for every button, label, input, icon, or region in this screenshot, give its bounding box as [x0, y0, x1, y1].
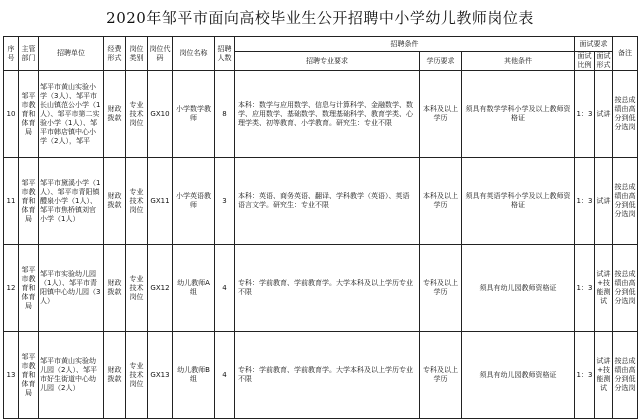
- cell-note: 按总成绩由高分到低分选岗: [613, 245, 638, 332]
- cell-post-code: GX11: [148, 158, 173, 245]
- cell-post-code: GX12: [148, 245, 173, 332]
- cell-funding: 财政拨款: [104, 332, 126, 419]
- header-major: 招聘专业要求: [235, 52, 420, 71]
- header-interview: 面试要求: [575, 37, 613, 52]
- table-row: [4, 71, 638, 158]
- cell-unit: 邹平市黛溪小学（1人）、邹平市青阳镇醴泉小学（1人）、邹平市焦桥镇刘官小学（1人）: [39, 158, 104, 245]
- cell-post-type: 专业技术岗位: [126, 332, 148, 419]
- cell-ratio: 1：3: [575, 158, 595, 245]
- cell-dept: 邹平市教育和体育局: [19, 245, 39, 332]
- cell-other: 须具有数学学科小学及以上教师资格证: [462, 71, 575, 158]
- header-post-name: 岗位名称: [173, 37, 215, 71]
- cell-major: 本科：数学与应用数学、信息与计算科学、金融数学、数学、应用数学、基础数学、数理基础科学、教育学类、心理学类、初等教育、小学教育。研究生：专业不限: [235, 71, 420, 158]
- cell-note: 按总成绩由高分到低分选岗: [613, 158, 638, 245]
- cell-unit: 邹平市实验幼儿园（1人）、邹平市青阳镇中心幼儿园（3人）: [39, 245, 104, 332]
- cell-post-code: GX10: [148, 71, 173, 158]
- header-edu: 学历要求: [420, 52, 462, 71]
- header-funding: 经费形式: [104, 37, 126, 71]
- cell-note: 按总成绩由高分到低分选岗: [613, 71, 638, 158]
- cell-dept: 邹平市教育和体育局: [19, 158, 39, 245]
- cell-post-type: 专业技术岗位: [126, 245, 148, 332]
- cell-other: 须具有幼儿园教师资格证: [462, 332, 575, 419]
- header-other: 其他条件: [462, 52, 575, 71]
- cell-count: 8: [215, 71, 235, 158]
- cell-funding: 财政拨款: [104, 245, 126, 332]
- cell-seq: 11: [4, 158, 19, 245]
- cell-note: 按总成绩由高分到低分选岗: [613, 332, 638, 419]
- cell-form: 试讲: [595, 158, 613, 245]
- cell-post-type: 专业技术岗位: [126, 158, 148, 245]
- cell-other: 须具有幼儿园教师资格证: [462, 245, 575, 332]
- cell-edu: 本科及以上学历: [420, 158, 462, 245]
- cell-ratio: 1：3: [575, 245, 595, 332]
- cell-major: 专科：学前教育、学前教育学。大学本科及以上学历专业不限: [235, 332, 420, 419]
- cell-edu: 本科及以上学历: [420, 71, 462, 158]
- cell-count: 3: [215, 158, 235, 245]
- cell-funding: 财政拨款: [104, 158, 126, 245]
- cell-post-name: 幼儿教师B组: [173, 332, 215, 419]
- table-row: [4, 332, 638, 419]
- header-seq: 序号: [4, 37, 19, 71]
- header-unit: 招聘单位: [39, 37, 104, 71]
- cell-post-code: GX13: [148, 332, 173, 419]
- cell-post-type: 专业技术岗位: [126, 71, 148, 158]
- header-count: 招聘人数: [215, 37, 235, 71]
- header-note: 备注: [613, 37, 638, 71]
- cell-seq: 13: [4, 332, 19, 419]
- cell-post-name: 小学英语教师: [173, 158, 215, 245]
- header-form: 面试形式: [596, 52, 611, 69]
- cell-funding: 财政拨款: [104, 71, 126, 158]
- header-conditions: 招聘条件: [235, 37, 575, 52]
- cell-seq: 10: [4, 71, 19, 158]
- header-ratio: 面试比例: [575, 52, 595, 71]
- cell-seq: 12: [4, 245, 19, 332]
- header-post-type: 岗位类别: [126, 37, 148, 71]
- table-row: [4, 158, 638, 245]
- cell-count: 4: [215, 332, 235, 419]
- cell-ratio: 1：3: [575, 71, 595, 158]
- cell-dept: 邹平市教育和体育局: [19, 332, 39, 419]
- header-post-code: 岗位代码: [148, 37, 173, 71]
- cell-edu: 专科及以上学历: [420, 245, 462, 332]
- page-title: 2020年邹平市面向高校毕业生公开招聘中小学幼儿教师岗位表: [106, 9, 534, 27]
- header-dept: 主管部门: [19, 37, 39, 71]
- recruitment-table: [3, 36, 638, 419]
- cell-major: 本科：英语、商务英语、翻译、学科教学（英语）、英语语言文学。研究生：专业不限: [235, 158, 420, 245]
- cell-form: 试讲+技能测试: [595, 332, 613, 419]
- cell-form: 试讲: [595, 71, 613, 158]
- cell-major: 专科：学前教育、学前教育学。大学本科及以上学历专业不限: [235, 245, 420, 332]
- cell-edu: 专科及以上学历: [420, 332, 462, 419]
- cell-count: 4: [215, 245, 235, 332]
- cell-other: 须具有英语学科小学及以上教师资格证: [462, 158, 575, 245]
- cell-unit: 邹平市黄山实验幼儿园（2人）、邹平市好生街道中心幼儿园（2人）: [39, 332, 104, 419]
- cell-post-name: 幼儿教师A组: [173, 245, 215, 332]
- cell-ratio: 1：3: [575, 332, 595, 419]
- cell-dept: 邹平市教育和体育局: [19, 71, 39, 158]
- cell-unit: 邹平市黄山实验小学（3人）、邹平市长山镇范公小学（1人）、邹平市第二实验小学（1人）、邹平市韩店镇中心小学（2人），邹平: [39, 71, 104, 158]
- cell-form: 试讲+技能测试: [595, 245, 613, 332]
- table-row: [4, 245, 638, 332]
- cell-post-name: 小学数学教师: [173, 71, 215, 158]
